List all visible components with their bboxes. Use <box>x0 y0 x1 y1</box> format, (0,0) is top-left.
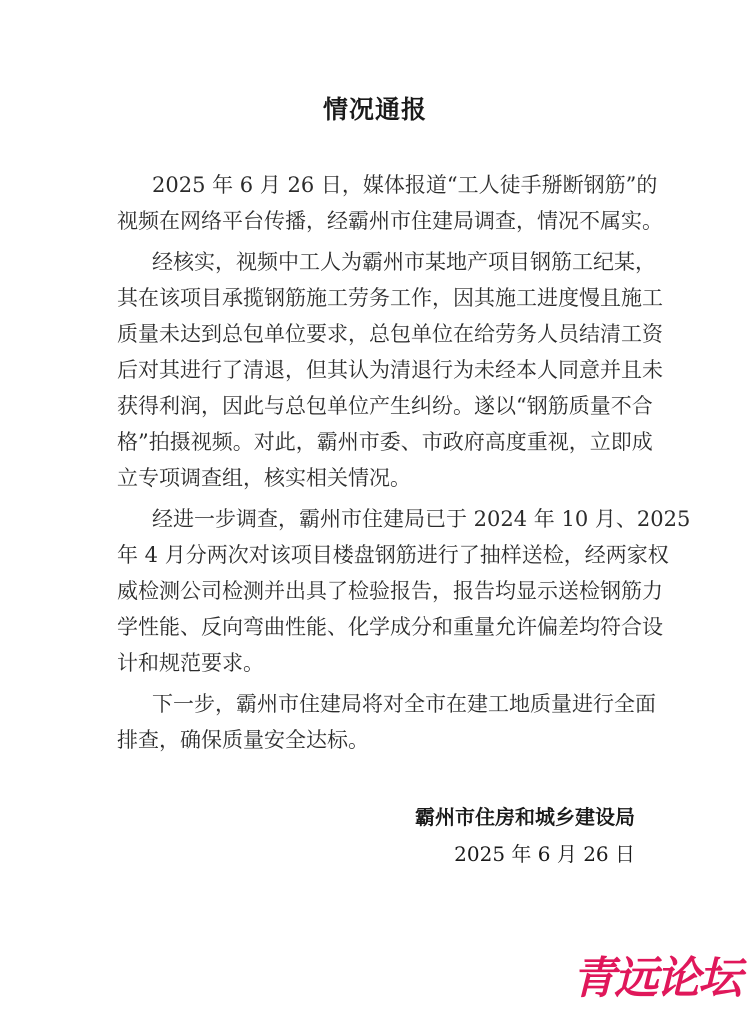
text-line: 2025 年 6 月 26 日，媒体报道“工人徒手掰断钢筋”的 <box>152 173 658 197</box>
text-line: 经核实，视频中工人为霸州市某地产项目钢筋工纪某， <box>152 250 656 274</box>
text-line: 计和规范要求。 <box>117 651 264 675</box>
text-line: 其在该项目承揽钢筋施工劳务工作，因其施工进度慢且施工 <box>117 286 663 310</box>
text-line: 视频在网络平台传播，经霸州市住建局调查，情况不属实。 <box>117 209 663 233</box>
paragraph <box>117 167 663 239</box>
issue-date: 2025 年 6 月 26 日 <box>454 842 635 866</box>
paragraph <box>117 501 691 681</box>
text-line: 学性能、反向弯曲性能、化学成分和重量允许偏差均符合设 <box>117 615 663 639</box>
document-title: 情况通报 <box>322 95 427 124</box>
text-line: 质量未达到总包单位要求，总包单位在给劳务人员结清工资 <box>117 322 663 346</box>
text-line: 获得利润，因此与总包单位产生纠纷。遂以“钢筋质量不合 <box>117 394 653 418</box>
document-body <box>117 167 691 763</box>
text-line: 格”拍摄视频。对此，霸州市委、市政府高度重视，立即成 <box>117 430 653 454</box>
text-line: 下一步，霸州市住建局将对全市在建工地质量进行全面 <box>152 692 656 716</box>
text-line: 威检测公司检测并出具了检验报告，报告均显示送检钢筋力 <box>117 579 663 603</box>
paragraph <box>117 686 656 758</box>
text-line: 后对其进行了清退，但其认为清退行为未经本人同意并且未 <box>117 358 663 382</box>
forum-watermark-logo: 青远论坛 <box>572 953 740 1004</box>
text-line: 年 4 月分两次对该项目楼盘钢筋进行了抽样送检，经两家权 <box>117 543 669 567</box>
issuing-organization: 霸州市住房和城乡建设局 <box>415 805 635 829</box>
text-line: 立专项调查组，核实相关情况。 <box>117 466 411 490</box>
paragraph <box>117 244 663 496</box>
text-line: 排查，确保质量安全达标。 <box>117 728 369 752</box>
text-line: 经进一步调查，霸州市住建局已于 2024 年 10 月、2025 <box>152 507 691 531</box>
